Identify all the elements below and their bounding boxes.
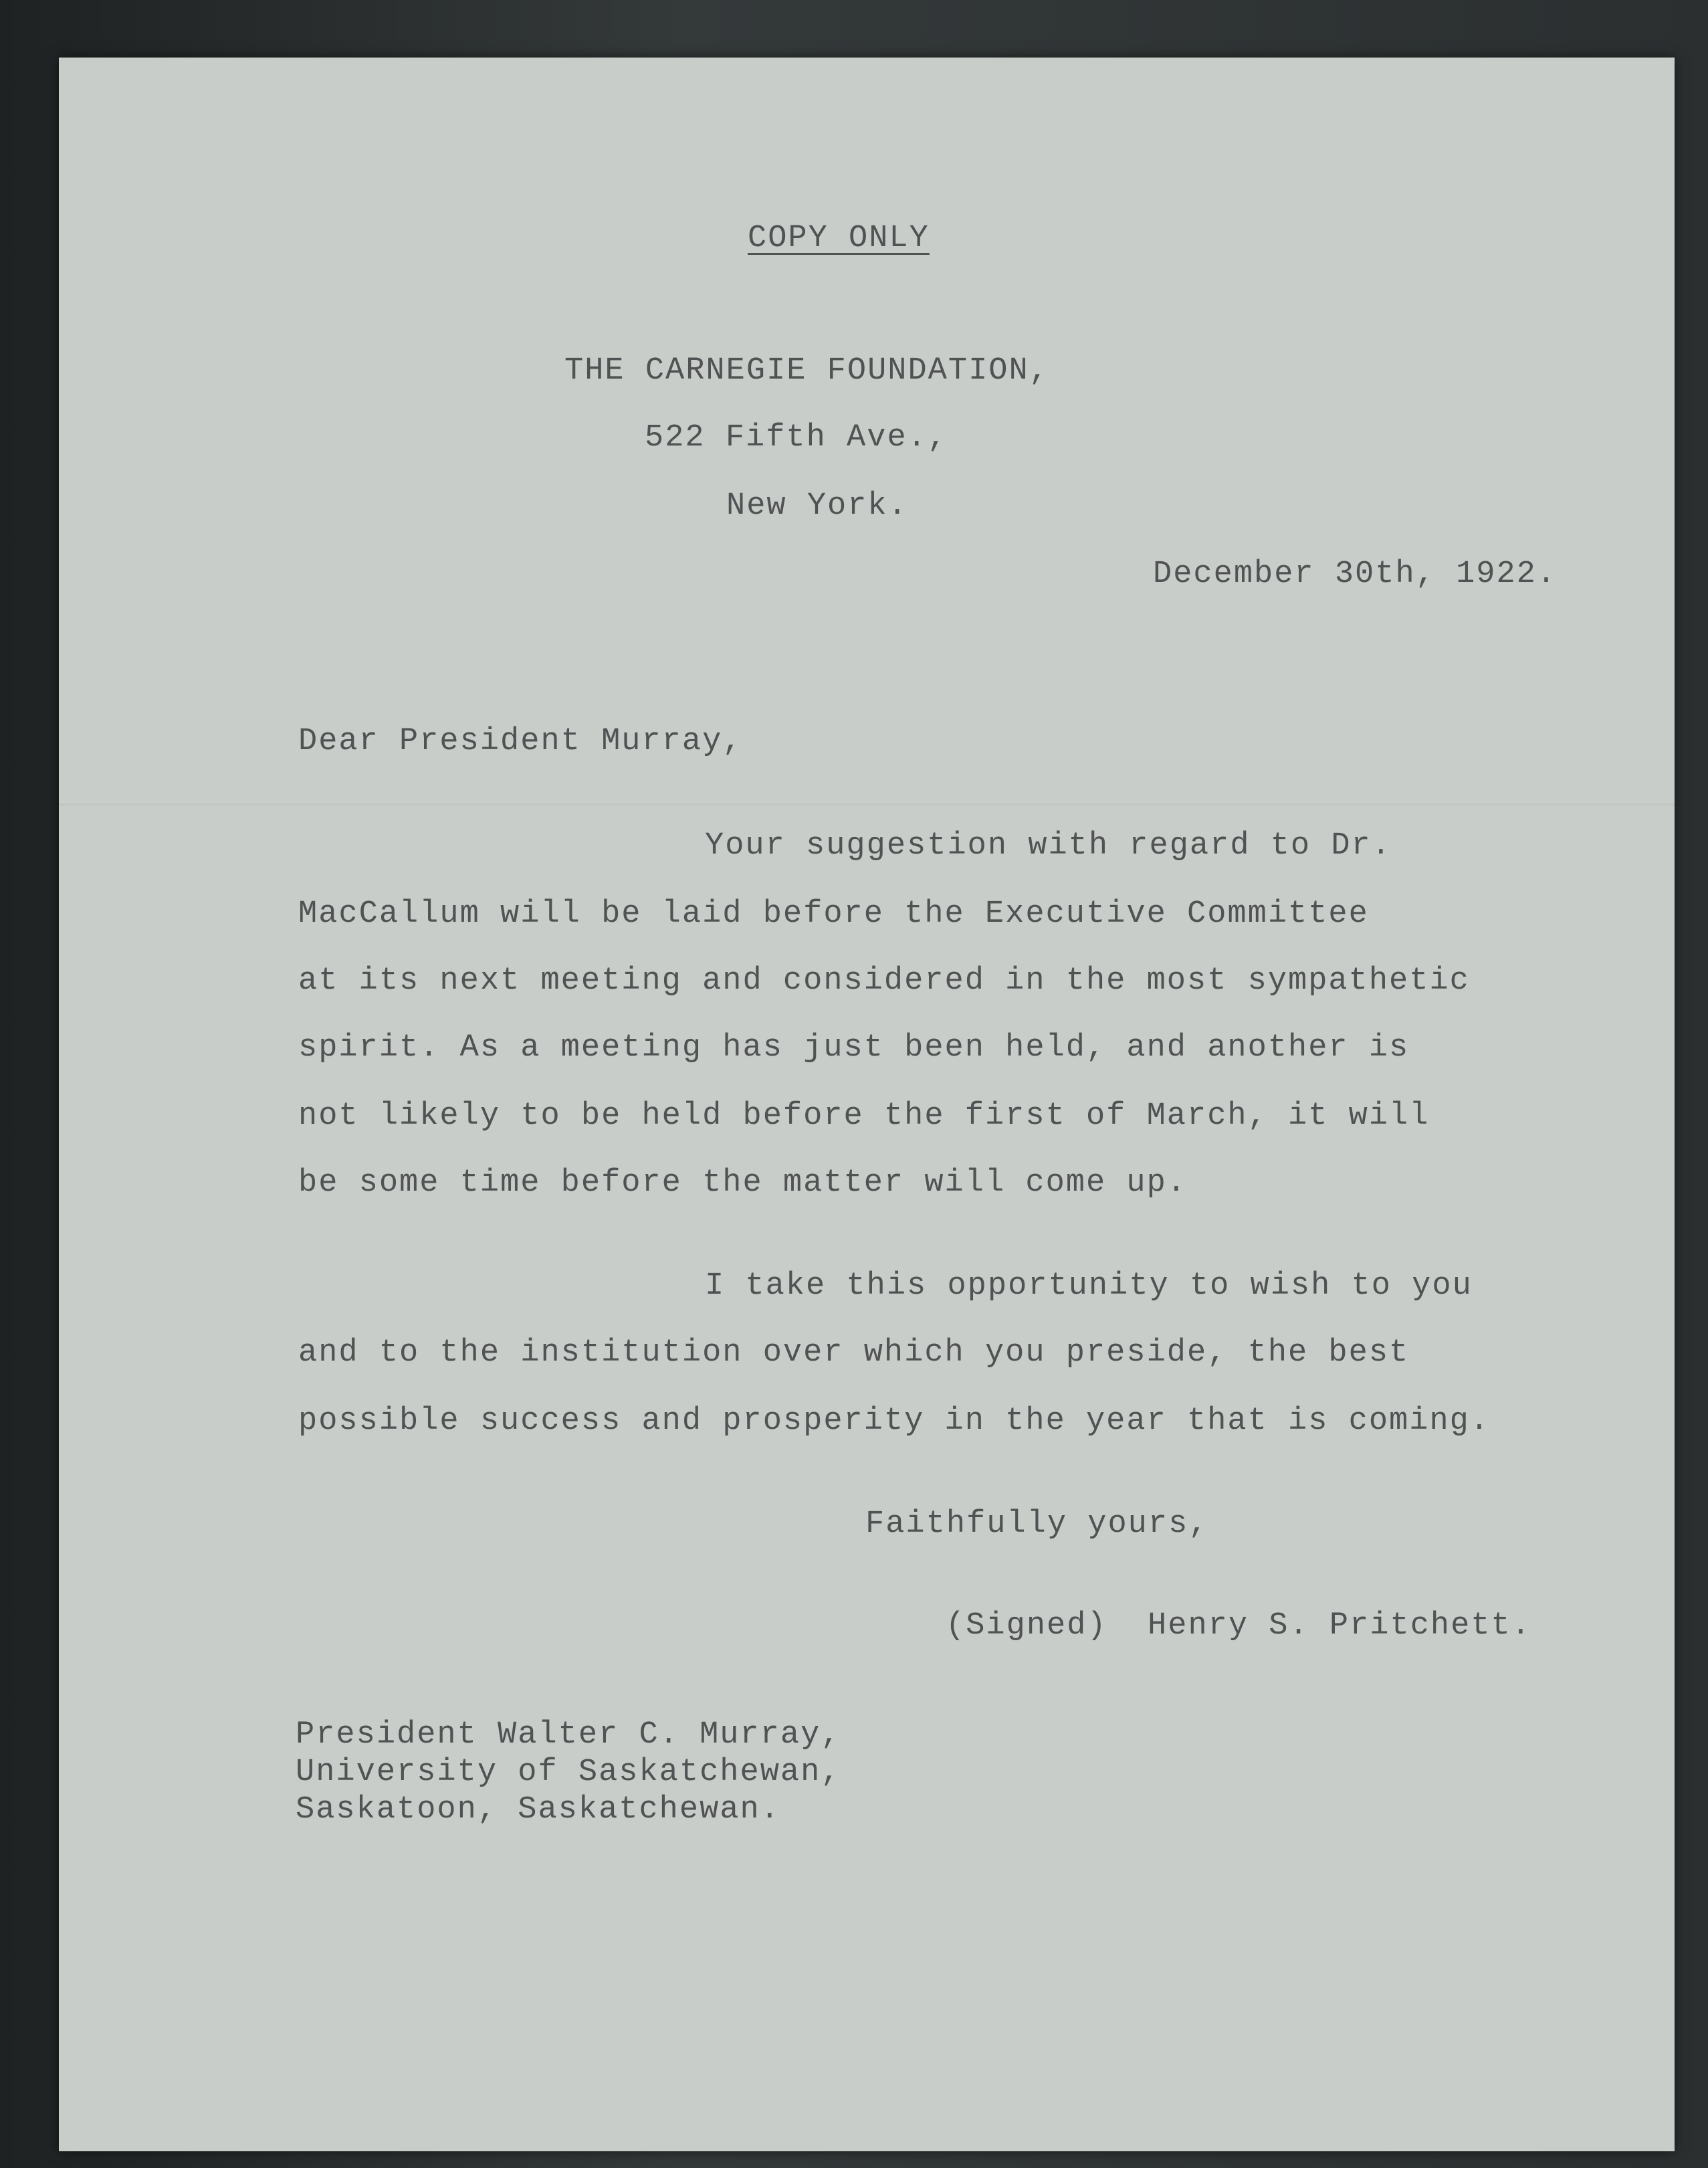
address-line: President Walter C. Murray, bbox=[296, 1717, 841, 1753]
paper-fold bbox=[59, 801, 1675, 805]
letterhead-street: 522 Fifth Ave., bbox=[645, 420, 948, 456]
letterhead-org: THE CARNEGIE FOUNDATION, bbox=[564, 353, 1049, 389]
paragraph-line: and to the institution over which you preside, the best bbox=[298, 1335, 1410, 1371]
paragraph-line: MacCallum will be laid before the Executive Committee bbox=[298, 896, 1369, 932]
letter-page bbox=[59, 58, 1675, 2151]
letterhead-city: New York. bbox=[726, 488, 908, 524]
paragraph-line: I take this opportunity to wish to you bbox=[705, 1268, 1473, 1304]
paragraph-line: possible success and prosperity in the year that is coming. bbox=[298, 1403, 1491, 1439]
closing: Faithfully yours, bbox=[865, 1506, 1209, 1542]
letter-date: December 30th, 1922. bbox=[1153, 557, 1558, 592]
paragraph-line: Your suggestion with regard to Dr. bbox=[705, 828, 1392, 864]
paragraph-line: at its next meeting and considered in the most sympathetic bbox=[298, 963, 1470, 999]
paragraph-line: be some time before the matter will come up. bbox=[298, 1165, 1188, 1201]
address-line: Saskatoon, Saskatchewan. bbox=[296, 1792, 780, 1828]
paragraph-line: not likely to be held before the first of March, it will bbox=[298, 1098, 1430, 1134]
signature-line: (Signed) Henry S. Pritchett. bbox=[946, 1608, 1531, 1644]
address-line: University of Saskatchewan, bbox=[296, 1755, 841, 1790]
paragraph-line: spirit. As a meeting has just been held, and another is bbox=[298, 1030, 1410, 1066]
salutation: Dear President Murray, bbox=[298, 724, 743, 759]
copy-only-heading: COPY ONLY bbox=[748, 221, 930, 256]
